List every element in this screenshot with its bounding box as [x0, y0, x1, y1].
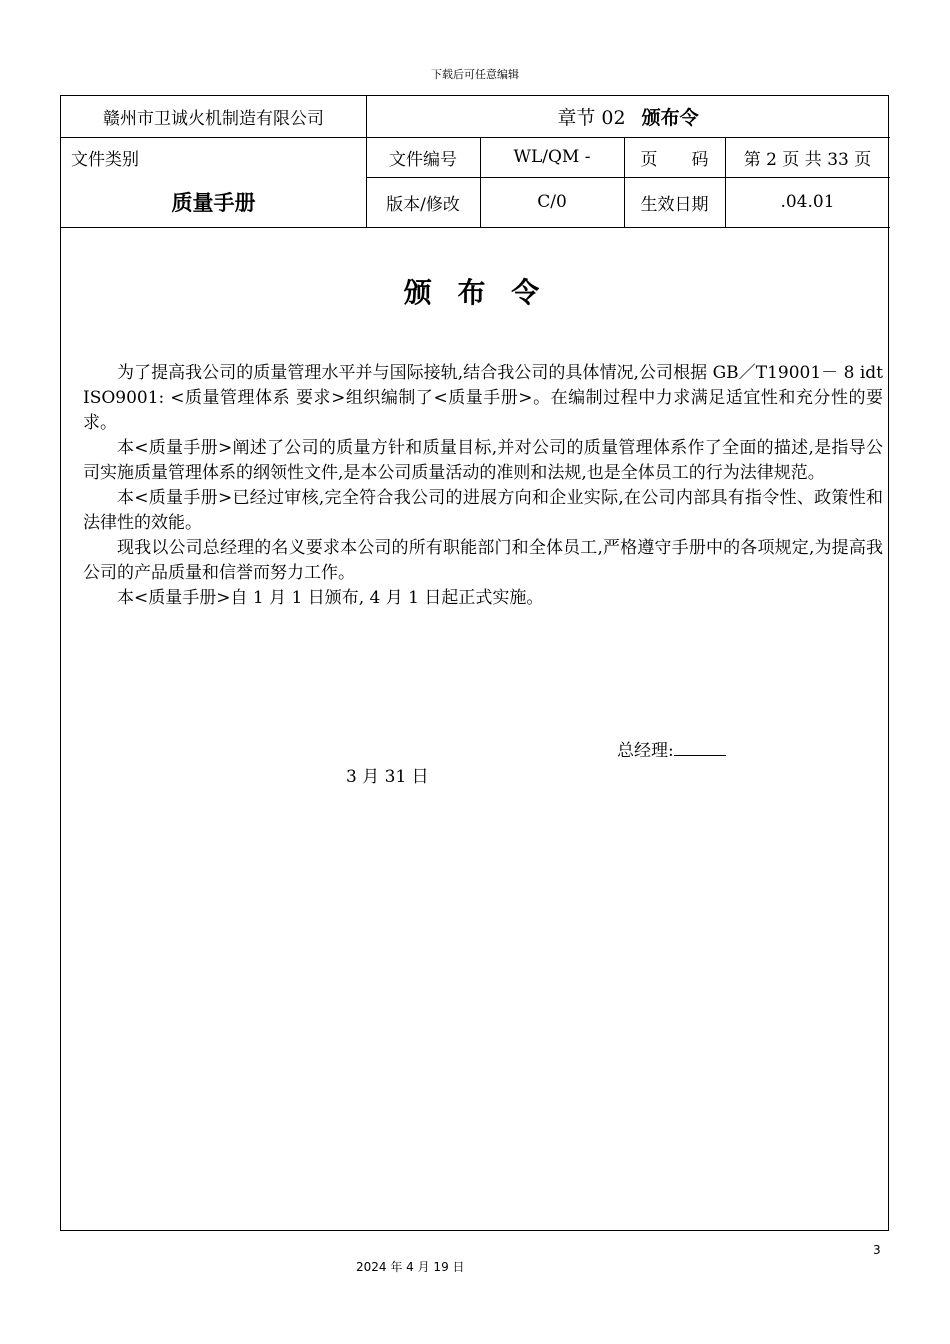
chapter-title: 颁布令 [641, 107, 699, 129]
paragraph: 本<质量手册>已经过审核,完全符合我公司的进展方向和企业实际,在公司内部具有指令性、政策性和法律性的效能。 [83, 488, 883, 533]
file-number-label: 文件编号 [389, 149, 457, 170]
file-number-value: WL/QM - [513, 147, 591, 167]
paragraph: 为了提高我公司的质量管理水平并与国际接轨,结合我公司的具体情况,公司根据 GB／T19001－ 8 idt ISO9001: <质量管理体系 要求>组织编制了<质量手册>。在编制过程中力求满足适宜性和充分性的要求。 [83, 363, 883, 433]
signature-blank [674, 741, 726, 756]
document-date: 3 月 31 日 [346, 767, 429, 787]
chapter-number: 章节 02 [557, 107, 626, 129]
file-category-label: 文件类别 [71, 149, 139, 170]
company-name: 赣州市卫诚火机制造有限公司 [103, 109, 324, 129]
header-note: 下载后可任意编辑 [431, 68, 519, 81]
signature-label: 总经理: [617, 741, 674, 761]
page-value: 第 2 页 共 33 页 [743, 149, 872, 170]
page-number: 3 [873, 1243, 881, 1257]
version-value: C/0 [537, 192, 567, 212]
document-title: 颁 布 令 [403, 276, 548, 309]
signature-line [617, 736, 726, 761]
paragraph: 本<质量手册>自 1 月 1 日颁布, 4 月 1 日起正式实施。 [117, 588, 544, 608]
footer-date: 2024 年 4 月 19 日 [356, 1260, 465, 1274]
page-label: 页 码 [640, 149, 709, 170]
version-label: 版本/修改 [386, 194, 460, 215]
effective-date-value: .04.01 [780, 192, 835, 212]
document-frame [60, 95, 889, 1231]
effective-date-label: 生效日期 [640, 194, 709, 215]
paragraph: 现我以公司总经理的名义要求本公司的所有职能部门和全体员工,严格遵守手册中的各项规定,为提高我公司的产品质量和信誉而努力工作。 [83, 538, 883, 583]
chapter-cell [366, 96, 890, 137]
file-category-value: 质量手册 [171, 190, 256, 215]
table-divider [61, 227, 890, 228]
document-body [83, 361, 883, 611]
paragraph: 本<质量手册>阐述了公司的质量方针和质量目标,并对公司的质量管理体系作了全面的描述,是指导公司实施质量管理体系的纲领性文件,是本公司质量活动的准则和法规,也是全体员工的行为法律规范。 [83, 438, 883, 483]
